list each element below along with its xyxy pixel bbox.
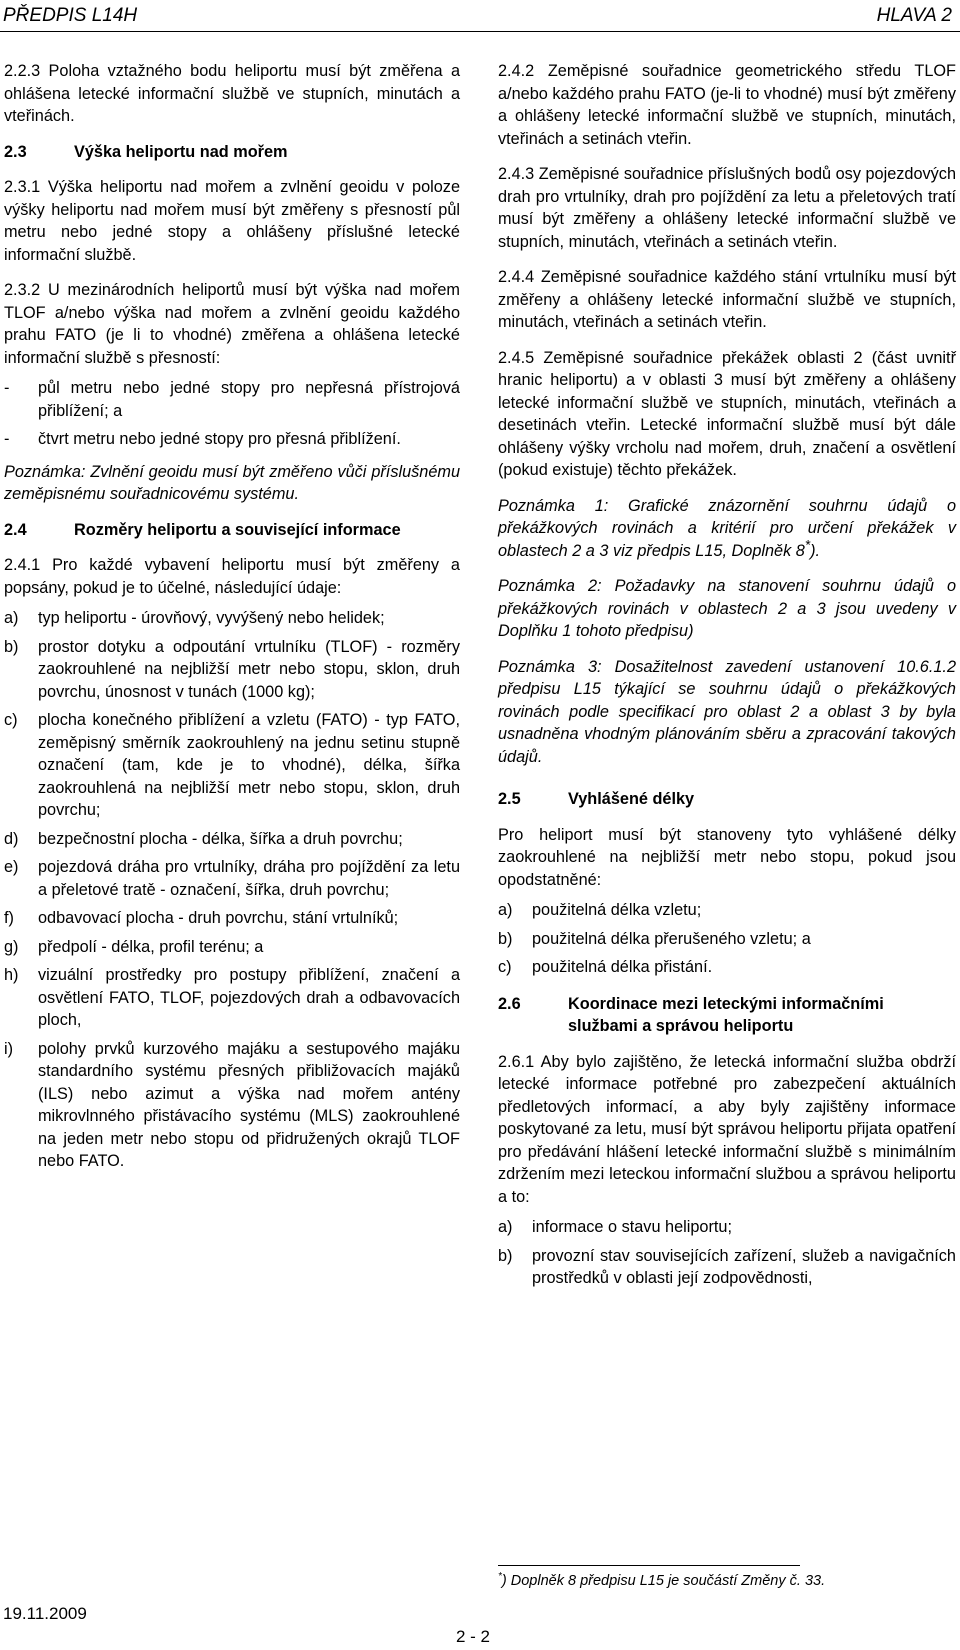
heading-title: Vyhlášené délky [568, 790, 695, 808]
list-text: půl metru nebo jedné stopy pro nepřesná přístrojová přiblížení; a [38, 379, 460, 420]
header-right: HLAVA 2 [876, 5, 952, 26]
list-item [498, 1245, 956, 1290]
data-items-list [4, 607, 460, 1173]
page-number: 2 - 2 [456, 1627, 491, 1646]
heading-number: 2.6 [498, 994, 521, 1013]
footnote-mark: * [498, 1571, 502, 1583]
list-item [498, 928, 956, 951]
list-marker: - [4, 379, 10, 397]
paragraph-2-4-5: 2.4.5 Zeměpisné souřadnice překážek oblasti 2 (část uvnitř hranic heliportu) a v oblasti 3 musí být změřeny a ohlášeny letecké informační službě ve stupních, minutách, vteřinách a desetinách vteřin. Letecké informační službě musí být dále ohlášeny výšky vrcholu nad mořem, druh, značení a osvětlení (pokud existuje) těchto překážek. [498, 348, 956, 479]
footnote-text: ) Doplněk 8 předpisu L15 je součástí Změny č. 33. [501, 1573, 826, 1589]
paragraph-2-4-4: 2.4.4 Zeměpisné souřadnice každého stání vrtulníku musí být změřeny a ohlášeny letecké informační službě ve stupních, minutách, vteřinách a setinách vteřin. [498, 268, 956, 331]
paragraph-2-4-3: 2.4.3 Zeměpisné souřadnice příslušných bodů osy pojezdových drah pro vrtulníky, drah pro pojíždění za letu a přeletových tratí musí být změřeny a ohlášeny letecké informační službě ve stupních, minutách, vteřinách a setinách vteřin. [498, 165, 956, 251]
note-1-end: ). [810, 541, 821, 560]
coordination-list [498, 1216, 956, 1290]
list-item [4, 856, 460, 901]
note-1-text: Poznámka 1: Grafické znázornění souhrnu údajů o překážkových rovinách a kritérií pro určení překážek v oblastech 2 a 3 viz předpis L15, Doplněk 8 [498, 496, 956, 560]
note-1 [498, 495, 956, 563]
declared-distances-list [498, 899, 956, 979]
header-left: PŘEDPIS L14H [3, 5, 138, 26]
heading-title: Výška heliportu nad mořem [74, 142, 288, 161]
list-marker: b) [498, 929, 513, 948]
list-item [4, 636, 460, 704]
footer-date: 19.11.2009 [3, 1604, 87, 1623]
list-text: použitelná délka vzletu; [532, 901, 702, 919]
footnote-ref: * [804, 537, 811, 553]
heading-number: 2.4 [4, 520, 27, 539]
footnote [498, 1573, 825, 1589]
paragraph-2-4-1: 2.4.1 Pro každé vybavení heliportu musí být změřeny a popsány, pokud je to účelné, následující údaje: [4, 556, 460, 597]
paragraph-2-3-1: 2.3.1 Výška heliportu nad mořem a zvlnění geoidu v poloze výšky heliportu nad mořem musí být změřeny s přesností půl metru nebo jedné stopy a ohlášeny příslušné letecké informační službě. [4, 178, 460, 264]
list-marker: c) [4, 711, 18, 729]
list-item [498, 1216, 956, 1239]
left-column [4, 60, 460, 1183]
list-item [4, 828, 460, 851]
right-column [498, 60, 956, 1300]
list-text: čtvrt metru nebo jedné stopy pro přesná přiblížení. [38, 430, 401, 448]
list-text: vizuální prostředky pro postupy přiblížení, značení a osvětlení FATO, TLOF, pojezdových drah a odbavovacích ploch, [38, 966, 460, 1029]
list-text: prostor dotyku a odpoutání vrtulníku (TLOF) - rozměry zaokrouhlené na nejbližší metr nebo stopu, sklon, druh povrchu, únosnost v tunách (1000 kg); [38, 637, 460, 701]
list-text: použitelná délka přistání. [532, 958, 713, 976]
footnote-rule [498, 1565, 800, 1566]
list-item [4, 1038, 460, 1173]
list-text: informace o stavu heliportu; [532, 1218, 733, 1236]
list-marker: d) [4, 829, 19, 848]
heading-2-5 [498, 788, 956, 811]
heading-title: Koordinace mezi leteckými informačními službami a správou heliportu [568, 994, 884, 1035]
list-text: předpolí - délka, profil terénu; a [38, 937, 264, 956]
list-marker: c) [498, 958, 512, 976]
list-marker: a) [498, 1218, 513, 1236]
header-rule [0, 31, 960, 32]
list-marker: - [4, 430, 10, 448]
list-text: provozní stav souvisejících zařízení, služeb a navigačních prostředků v oblasti její zodpovědnosti, [532, 1246, 956, 1287]
paragraph-2-3-2: 2.3.2 U mezinárodních heliportů musí být výška nad mořem TLOF a/nebo výška nad mořem a zvlnění geoidu každého prahu FATO (je li to vhodné) změřena a ohlášena letecké informační službě s přesností: [4, 281, 460, 367]
list-text: plocha konečného přiblížení a vzletu (FATO) - typ FATO, zeměpisný směrník zaokrouhlený na jednu setinu stupně označení (tam, kde je to vhodné), délka, šířka zaokrouhlená na nejbližší metr nebo stopu, sklon, druh povrchu; [38, 711, 460, 819]
list-item [4, 709, 460, 822]
dash-list [4, 377, 460, 451]
heading-title: Rozměry heliportu a související informace [74, 520, 401, 539]
list-item [4, 377, 460, 422]
list-text: typ heliportu - úrovňový, vyvýšený nebo helidek; [38, 609, 385, 627]
list-marker: e) [4, 858, 19, 876]
heading-number: 2.5 [498, 790, 521, 808]
heading-2-3 [4, 141, 460, 164]
list-text: bezpečnostní plocha - délka, šířka a druh povrchu; [38, 829, 403, 848]
paragraph-2-6-1: 2.6.1 Aby bylo zajištěno, že letecká informační služba obdrží letecké informace potřebné pro zabezpečení aktuálních předletových informací, a aby byly zajištěny informace poskytované za letu, musí být správou heliportu přijata opatření pro předávání hlášení letecké informační službě s minimálním zdržením mezi leteckou informační službou a správou heliportu a to: [498, 1052, 956, 1206]
list-item [4, 907, 460, 930]
list-text: pojezdová dráha pro vrtulníky, dráha pro pojíždění za letu a přeletové tratě - označení, šířka, druh povrchu; [38, 858, 460, 899]
list-marker: g) [4, 937, 19, 956]
list-marker: h) [4, 966, 19, 984]
list-text: použitelná délka přerušeného vzletu; a [532, 929, 811, 948]
list-marker: b) [4, 637, 19, 656]
paragraph-2-5: Pro heliport musí být stanoveny tyto vyhlášené délky zaokrouhlené na nejbližší metr nebo stopu, pokud jsou opodstatněné: [498, 825, 956, 889]
list-marker: i) [4, 1039, 14, 1058]
list-marker: b) [498, 1246, 513, 1265]
heading-number: 2.3 [4, 142, 27, 161]
paragraph-2-4-2: 2.4.2 Zeměpisné souřadnice geometrického středu TLOF a/nebo každého prahu FATO (je-li to vhodné) musí být změřeny a ohlášeny letecké informační službě ve stupních, minutách, vteřinách a setinách vteřin. [498, 62, 956, 148]
list-item [4, 607, 460, 630]
list-item [498, 956, 956, 979]
note-2: Poznámka 2: Požadavky na stanovení souhrnu údajů o překážkových rovinách v oblastech 2 a 3 jsou uvedeny v Doplňku 1 tohoto předpisu) [498, 577, 956, 640]
note-geoid: Poznámka: Zvlnění geoidu musí být změřeno vůči příslušnému zeměpisnému souřadnicovému systému. [4, 462, 460, 503]
paragraph-2-2-3: 2.2.3 Poloha vztažného bodu heliportu musí být změřena a ohlášena letecké informační službě ve stupních, minutách a vteřinách. [4, 62, 460, 125]
list-item [498, 899, 956, 922]
list-item [4, 428, 460, 451]
list-marker: a) [498, 901, 513, 919]
list-marker: f) [4, 909, 14, 927]
heading-2-4 [4, 519, 460, 542]
list-text: odbavovací plocha - druh povrchu, stání vrtulníků; [38, 909, 399, 927]
list-item [4, 936, 460, 959]
heading-2-6 [498, 993, 956, 1038]
list-text: polohy prvků kurzového majáku a sestupového majáku standardního systému přesných přibližovacích majáků (ILS) nebo azimut a výška nad mořem antény mikrovlnného přistávacího systému (MLS) zaokrouhlené na jeden metr nebo stopu od přidružených okrajů TLOF nebo FATO. [38, 1039, 460, 1170]
note-3: Poznámka 3: Dosažitelnost zavedení ustanovení 10.6.1.2 předpisu L15 týkající se souhrnu údajů o překážkových rovinách podle specifikací pro oblast 2 a oblast 3 by byla usnadněna vhodným plánováním sběru a zpracování takových údajů. [498, 657, 956, 766]
list-marker: a) [4, 609, 19, 627]
list-item [4, 964, 460, 1032]
